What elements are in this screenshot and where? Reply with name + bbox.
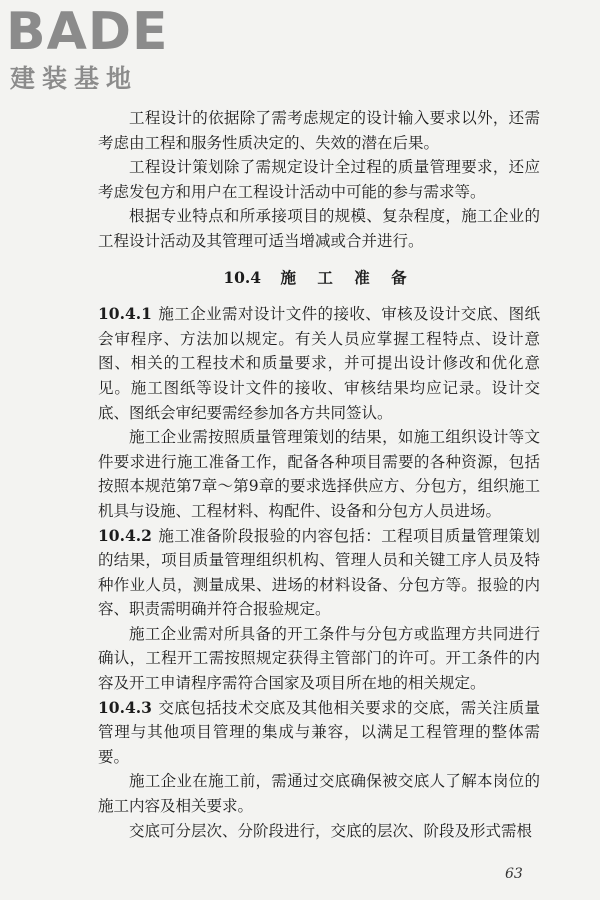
clause-text: 施工准备阶段报验的内容包括：工程项目质量管理策划的结果，项目质量管理组织机构、管理人员和关键工序人员及特种作业人员，测量成果、进场的材料设备、分包方等。报验的内容、职责需明确并符合报验规定。 [98, 526, 540, 619]
paragraph: 交底可分层次、分阶段进行，交底的层次、阶段及形式需根 [129, 821, 533, 840]
paragraph: 施工企业需按照质量管理策划的结果，如施工组织设计等文件要求进行施工准备工作，配备各种项目需要的各种资源，包括按照本规范第7章～第9章的要求选择供应方、分包方，组织施工机具与设施、工程材料、构配件、设备和分包方人员进场。 [98, 428, 540, 520]
paragraph: 工程设计的依据除了需考虑规定的设计输入要求以外，还需考虑由工程和服务性质决定的、失效的潜在后果。 [98, 109, 540, 152]
section-title: 施 工 准 备 [280, 267, 415, 287]
clause-number: 10.4.2 [98, 525, 152, 545]
paragraph: 根据专业特点和所承接项目的规模、复杂程度，施工企业的工程设计活动及其管理可适当增减或合并进行。 [98, 207, 540, 250]
clause-paragraph [98, 302, 540, 425]
paragraph: 工程设计策划除了需规定设计全过程的质量管理要求，还应考虑发包方和用户在工程设计活动中可能的参与需求等。 [98, 158, 540, 201]
clause-paragraph [98, 524, 540, 622]
paragraph: 施工企业在施工前，需通过交底确保被交底人了解本岗位的施工内容及相关要求。 [98, 772, 540, 816]
section-number: 10.4 [223, 267, 262, 287]
clause-text: 交底包括技术交底及其他相关要求的交底，需关注质量管理与其他项目管理的集成与兼容，以满足工程管理的整体需要。 [98, 698, 540, 766]
section-heading [98, 266, 540, 291]
clause-text: 施工企业需对设计文件的接收、审核及设计交底、图纸会审程序、方法加以规定。有关人员应掌握工程特点、设计意图、相关的工程技术和质量要求，并可提出设计修改和优化意见。施工图纸等设计文件的接收、审核结果均应记录。设计交底、图纸会审纪要需经参加各方共同签认。 [98, 305, 540, 422]
logo-subtitle: 建装基地 [10, 64, 139, 93]
clause-paragraph [98, 696, 540, 770]
page-body [98, 106, 540, 843]
clause-number: 10.4.3 [98, 697, 152, 717]
clause-number: 10.4.1 [98, 304, 152, 324]
paragraph: 施工企业需对所具备的开工条件与分包方或监理方共同进行确认，工程开工需按照规定获得主管部门的许可。开工条件的内容及开工申请程序需符合国家及项目所在地的相关规定。 [98, 624, 540, 693]
logo-brand: BADE [6, 2, 169, 62]
logo [6, 4, 176, 94]
page-number: 63 [505, 866, 523, 882]
